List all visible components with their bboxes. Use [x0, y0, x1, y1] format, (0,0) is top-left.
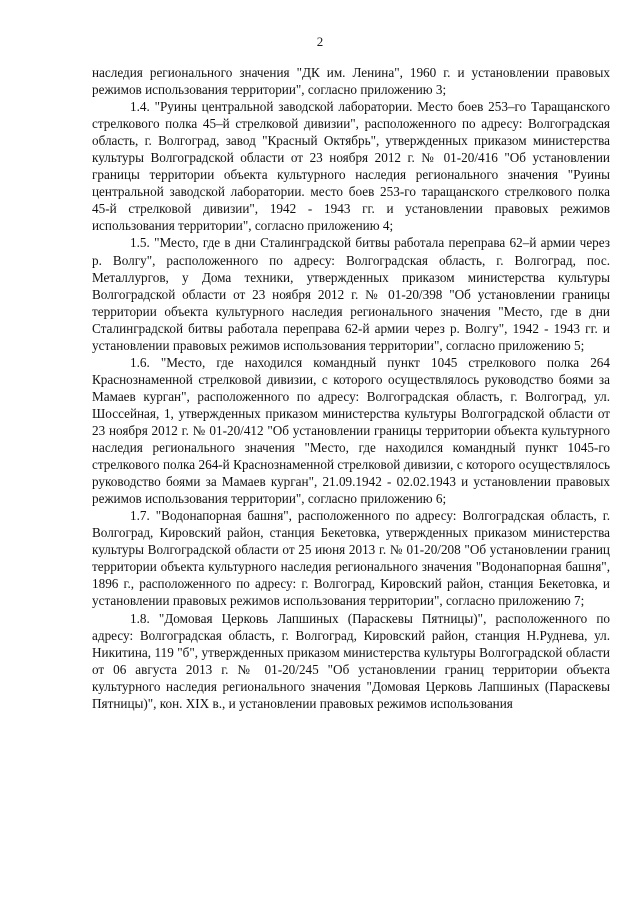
paragraph-item-1-7: 1.7. "Водонапорная башня", расположенного по адресу: Волгоградская область, г. Волгоград, Кировский район, станция Бекетовка, утвержденных приказом министерства культуры Волгоградской области от 25 июня 2013 г. № 01-20/208 "Об установлении границ территории объекта культурного наследия регионального значения "Водонапорная башня", 1896 г., расположенного по адресу: г. Волгоград, Кировский район, станция Бекетовка, и установлении правовых режимов использования территории", согласно приложению 7; [92, 508, 610, 609]
document-body [92, 64, 610, 712]
paragraph-item-1-6: 1.6. "Место, где находился командный пункт 1045 стрелкового полка 264 Краснознаменной стрелковой дивизии, с которого осуществлялось руководство боями за Мамаев курган", расположенного по адресу: Волгоградская область, г. Волгоград, ул. Шоссейная, 1, утвержденных приказом министерства культуры Волгоградской области от 23 ноября 2012 г. № 01-20/412 "Об установлении границы территории объекта культурного наследия регионального значения "Место, где находился командный пункт 1045-го стрелкового полка 264-й Краснознаменной стрелковой дивизии, с которого осуществлялось руководство боями за Мамаев курган", 21.09.1942 - 02.02.1943 и установлении правовых режимов использования территории", согласно приложению 6; [92, 354, 610, 507]
paragraph-item-1-4: 1.4. "Руины центральной заводской лаборатории. Место боев 253–го Таращанского стрелкового полка 45–й стрелковой дивизии", расположенного по адресу: Волгоградская область, г. Волгоград, завод "Красный Октябрь", утвержденных приказом министерства культуры Волгоградской области от 23 ноября 2012 г. № 01-20/416 "Об установлении границы территории объекта культурного наследия регионального значения "Руины центральной заводской лаборатории. место боев 253-го таращанского стрелкового полка 45-й стрелковой дивизии", 1942 - 1943 гг. и установлении правовых режимов использования территории", согласно приложению 4; [92, 99, 610, 234]
page-number: 2 [316, 34, 324, 49]
paragraph-item-1-5: 1.5. "Место, где в дни Сталинградской битвы работала переправа 62–й армии через р. Волгу", расположенного по адресу: Волгоградская область, г. Волгоград, пос. Металлургов, у Дома техники, утвержденных приказом министерства культуры Волгоградской области от 23 ноября 2012 г. № 01-20/398 "Об установлении границы территории объекта культурного наследия регионального значения "Место, где в дни Сталинградской битвы работала переправа 62-й армии через р. Волгу", 1942 - 1943 гг. и установлении правовых режимов использования территории", согласно приложению 5; [92, 235, 610, 353]
paragraph-item-1-8: 1.8. "Домовая Церковь Лапшиных (Параскевы Пятницы)", расположенного по адресу: Волгоградская область, г. Волгоград, Кировский район, станция Н.Руднева, ул. Никитина, 119 "б", утвержденных приказом министерства культуры Волгоградской области от 06 августа 2013 г. № 01-20/245 "Об установлении границ территории объекта культурного наследия регионального значения "Домовая Церковь Лапшиных (Параскевы Пятницы)", кон. XIX в., и установлении правовых режимов использования [92, 610, 610, 711]
paragraph-continuation: наследия регионального значения "ДК им. Ленина", 1960 г. и установлении правовых режимов использования территории", согласно приложению 3; [92, 65, 610, 98]
